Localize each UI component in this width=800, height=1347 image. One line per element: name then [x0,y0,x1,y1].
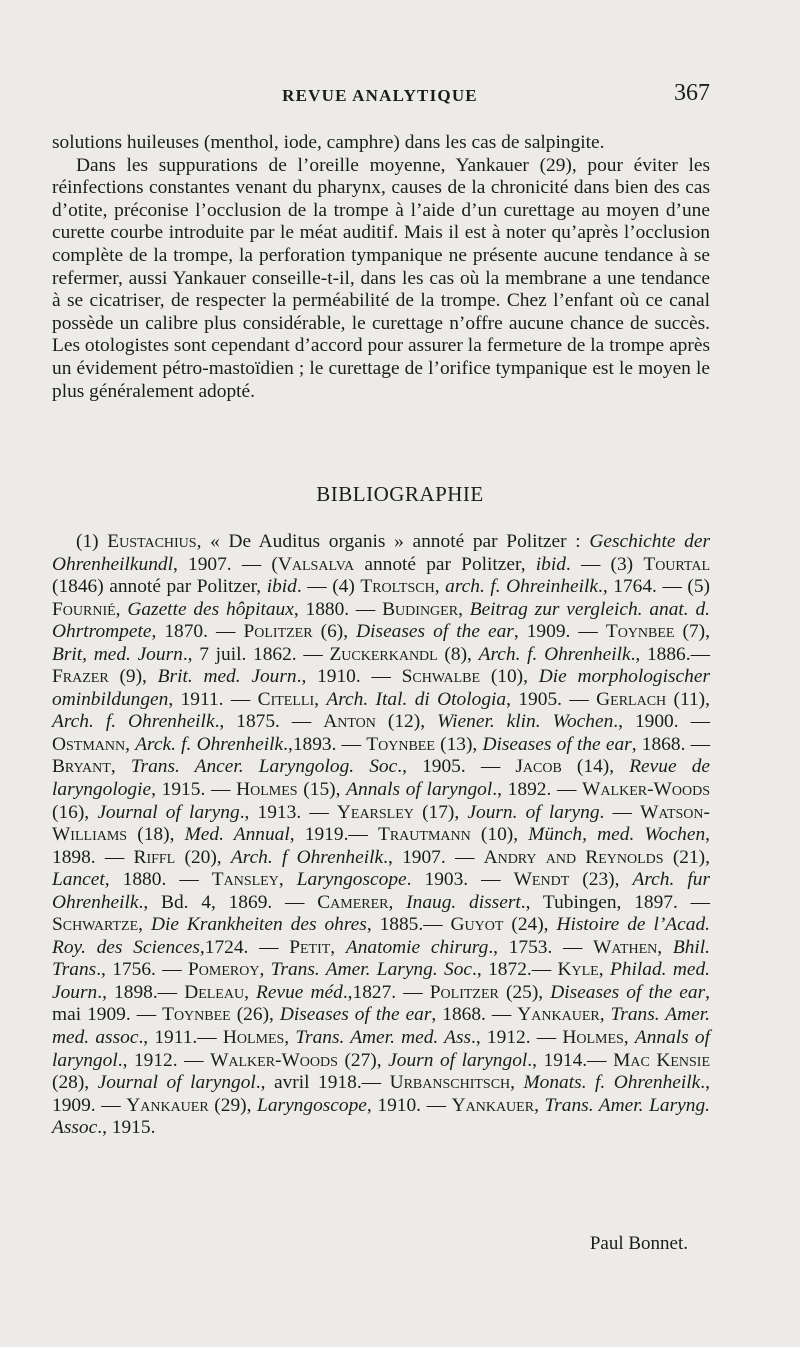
bib-author: Yankauer [517,1004,600,1026]
bib-text: , [244,981,257,1003]
bib-author: Zuckerkandl [329,643,438,665]
bib-text: .,1827. — [342,981,430,1003]
bib-title: Diseases of the ear [356,621,514,643]
bib-author: Holmes [562,1027,624,1049]
bib-text: , « De Auditus organis » annoté par Politzer : [196,531,590,552]
bib-text: (20), [175,846,231,868]
bib-title: Wiener. klin. Wochen [437,711,614,733]
bib-title: Philad. med. Journ [52,959,711,1003]
bib-title: Die morphologischer ominbildungen [52,666,711,710]
bib-title: Diseases of the ear [279,1004,432,1026]
bib-author: Ostmann [52,733,126,755]
bib-author: Troltsch [360,576,435,598]
bib-title: Journ of laryngol [388,1049,528,1071]
bib-title: arch. f. Ohreinheilk [445,576,599,598]
bib-text: (23), [569,869,633,891]
bib-text: , [110,756,131,778]
bib-text: . 1903. — [406,869,514,891]
bib-author: Yearsley [336,801,414,823]
bib-text: , [388,891,407,913]
bib-author: Petit [289,936,331,958]
bib-title: Arck. f. Ohrenheilk [135,733,284,755]
bib-text: . — (3) [565,553,644,575]
bib-title: ibid [266,576,297,598]
bib-text: ., Bd. 4, 1869. — [138,891,318,913]
bib-text: (25), [498,981,551,1003]
bib-text: , [434,576,446,598]
bib-title: Bhil. Trans [52,936,711,981]
bib-text: , [599,1004,611,1026]
bib-text: , [598,959,610,981]
bib-text: ., 1909. — [52,1072,710,1116]
bib-author: Gerlach [596,688,667,710]
bib-text: (13), [434,733,483,755]
bib-title: Journal of laryngol [97,1072,256,1094]
bib-author: Budinger [382,598,459,620]
bibliography [52,531,710,1140]
bib-title: Arch. Ital. di Otologia [326,688,507,710]
bib-title: Laryngoscope [296,869,407,891]
bib-text: ., 1914.— [527,1049,614,1071]
page-header [50,80,710,114]
bib-title: Revue méd [256,981,343,1003]
bib-text: , [284,1027,296,1049]
bib-title: Trans. Ancer. Laryngolog. Soc [130,756,398,778]
author-signature: Paul Bonnet. [589,1233,688,1254]
bib-text: . — (4) [296,576,361,598]
bib-author: Tourtal [643,553,710,575]
bib-title: Arch. f. Ohrenheilk [52,711,215,733]
bib-text: ., 1905. — [397,756,516,778]
bib-author: Camerer [317,891,389,913]
bib-text: , 1910. — [366,1094,452,1116]
bib-text: , mai 1909. — [52,981,710,1026]
bib-title: Journ. of laryng [467,801,600,823]
bib-title: Gazette des hôpitaux [127,598,294,620]
paragraph: Dans les suppurations de l’oreille moyenne, Yankauer (29), pour éviter les réinfections constantes venant du pharynx, causes de la chronicité dans bien des cas d’otite, préconise l’occlusion de la trompe à l’aide d’un curettage au moyen d’une curette courbe introduite par le méat auditif. Mais il est à noter qu’après l’occlusion complète de la trompe, la perforation tympanique ne présente aucune tendance à se refermer, aussi Yankauer conseille-t-il, dans les cas où la membrane a une tendance à se cicatriser, de respecter la perméabilité de la trompe. Chez l’enfant où ce canal possède un calibre plus considérable, le curettage n’offre aucune chance de succès. Les otologistes sont cependant d’accord pour assurer la fermeture de la trompe après un évidement pétro-mastoïdien ; le curettage de l’orifice tympanique est le moyen le plus généralement adopté. [52,154,710,402]
bib-author: Fournié [52,598,116,620]
article-body [52,132,710,403]
bib-author: Watson-Williams [52,801,710,846]
bib-text: (6), [312,621,357,643]
bib-text: , 1868. — [631,733,711,755]
bib-title: Trans. Amer. Laryng. Assoc [52,1094,710,1139]
bib-title: Diseases of the ear [482,733,632,755]
bib-text: . — [599,801,641,823]
bib-text: ., 1898.— [97,981,185,1003]
bib-title: Trans. Amer. Laryng. Soc [270,959,473,981]
bib-text: , [330,936,346,958]
bib-text: , 1885.— [366,914,451,936]
bib-text: , [510,1072,524,1094]
bib-author: Toynbee [162,1004,231,1026]
bib-author: Riffl [133,846,176,868]
bib-text: (16), [52,801,98,823]
bib-title: Arch. fur Ohrenheilk [52,869,710,913]
bib-text: ., 1900. — [613,711,710,733]
bib-text: ., 1886.— [630,643,710,665]
bib-text: ., 7 juil. 1862. — [182,643,330,665]
bib-author: Yankauer [126,1094,209,1116]
bib-text: ., 1753. — [488,936,594,958]
bib-title: Anatomie chirurg [345,936,489,958]
bib-title: Journal of laryng [97,801,240,823]
bib-text: (21), [663,846,710,868]
bib-text: annoté par Politzer, [354,553,536,575]
bib-text: (1846) annoté par Politzer, [52,576,267,598]
bib-text: ., 1875. — [214,711,324,733]
bib-text: , 1905. — [506,688,597,710]
bib-text: (7), [674,621,710,643]
bib-text: (12), [375,711,438,733]
bib-text: ., 1912. — [471,1027,563,1049]
bib-author: Kyle [557,959,599,981]
bib-author: Holmes [236,779,298,801]
bib-text: ., 1910. — [296,666,402,688]
bib-author: Valsalva [277,553,355,575]
bib-text: ., 1911.— [138,1027,223,1049]
bib-text: , [534,1094,545,1116]
bib-author: Trautmann [378,824,471,846]
bib-title: ibid [535,553,566,575]
bib-title: Med. Annual [184,824,290,846]
bib-title: Annals of laryngol [52,1027,710,1071]
bib-text: ., 1912. — [117,1049,211,1071]
bib-author: Politzer [243,621,313,643]
bib-text: ., Tubingen, 1897. — [520,891,711,913]
bib-text: , 1909. — [513,621,606,643]
bib-author: Tansley [211,869,279,891]
bib-text: ., 1913. — [239,801,337,823]
bib-title: Lancet [52,869,105,891]
bib-author: Mac Kensie [613,1049,710,1071]
bib-text: , 1868. — [431,1004,518,1026]
bib-title: Arch. f Ohrenheilk [230,846,384,868]
bib-author: Walker-Woods [210,1049,338,1071]
bib-text: ., 1764. — (5) [598,576,710,598]
bib-author: Schwartze [52,914,139,936]
bib-title: Trans. Amer. med. assoc [52,1004,710,1049]
bib-author: Bryant [52,756,111,778]
bib-text: , 1907. — ( [172,553,278,575]
bib-author: Toynbee [366,733,435,755]
bib-author: Guyot [450,914,504,936]
bib-text: , 1915. — [151,779,237,801]
bib-author: Yankauer [451,1094,535,1116]
bib-title: Monats. f. Ohrenheilk [523,1072,701,1094]
bib-title: Annals of laryngol [346,779,493,801]
bib-author: Deleau [184,981,245,1003]
bib-title: Die Krankheiten des ohres [150,914,367,936]
bib-author: Schwalbe [401,666,481,688]
bib-author: Holmes [222,1027,285,1049]
bib-title: Brit, med. Journ [52,643,183,665]
bib-title: Inaug. dissert [406,891,521,913]
bib-text: (24), [503,914,557,936]
bib-text: ., avril 1918.— [255,1072,390,1094]
bib-text: (11), [666,688,710,710]
bib-text: , [657,936,673,958]
bib-author: Citelli [257,688,315,710]
bib-text: (9), [108,666,158,688]
paragraph: solutions huileuses (menthol, iode, camphre) dans les cas de salpingite. [52,132,605,153]
bib-text: , [115,598,128,620]
bib-text: (26), [230,1004,280,1026]
bib-text: ,1724. — [199,936,290,958]
bib-author: Toynbee [605,621,675,643]
bib-text: , [259,959,271,981]
bib-text: (15), [297,779,347,801]
bib-author: Jacob [515,756,562,778]
bib-text: (10), [470,824,529,846]
running-title: REVUE ANALYTIQUE [282,86,478,105]
bib-text: , 1898. — [52,824,711,868]
bib-text: (18), [127,824,185,846]
bib-text: (17), [413,801,468,823]
bib-title: Histoire de l’Acad. Roy. des Sciences [52,914,710,958]
bib-title: Arch. f. Ohrenheilk [478,643,631,665]
bib-text: , [278,869,297,891]
bib-text: (14), [561,756,630,778]
bib-title: Geschichte der Ohrenheilkundl [52,531,710,575]
bib-title: Trans. Amer. med. Ass [295,1027,472,1049]
bib-text: , 1880. — [104,869,212,891]
bib-author: Politzer [429,981,499,1003]
bib-title: Münch, med. Wochen [528,824,706,846]
page-number: 367 [674,80,710,106]
bib-text: , 1880. — [293,598,383,620]
bib-author: Pomeroy [188,959,260,981]
bib-title: Brit. med. Journ [157,666,297,688]
bib-author: Andry and Reynolds [483,846,664,868]
bib-text: ., 1907. — [383,846,484,868]
bib-title: Beitrag zur vergleich. anat. d. Ohrtrompete [52,598,710,643]
bib-text: ., 1892. — [492,779,583,801]
bib-author: Urbanschitsch [389,1072,511,1094]
bib-text: (8), [437,643,479,665]
bib-title: Diseases of the ear [550,981,706,1003]
bib-author: Eustachius [107,531,197,552]
bib-title: Laryngoscope [257,1094,367,1116]
bib-text: , 1870. — [151,621,244,643]
bib-text: (29), [208,1094,258,1116]
bib-text: ., 1756. — [96,959,189,981]
bib-author: Walker-Woods [582,779,710,801]
bib-text: (10), [480,666,539,688]
bib-text: , [138,914,151,936]
bib-author: Wendt [513,869,570,891]
bib-author: Anton [323,711,376,733]
bib-title: Revue de laryngologie [52,756,710,801]
bib-author: Wathen [593,936,658,958]
bib-text: , 1919.— [289,824,378,846]
bib-author: Frazer [52,666,109,688]
bib-text: ., 1915. [97,1117,156,1139]
bib-text: , [314,688,327,710]
bib-text: , [623,1027,635,1049]
bib-text: .,1893. — [283,733,367,755]
bib-text: , 1911. — [168,688,258,710]
section-title: BIBLIOGRAPHIE [316,482,484,506]
bib-text: (28), [52,1072,98,1094]
bib-text: (27), [337,1049,389,1071]
bib-text: , [458,598,470,620]
bib-text: (1) [76,531,108,552]
bib-text: , [125,733,136,755]
bib-text: ., 1872.— [472,959,558,981]
